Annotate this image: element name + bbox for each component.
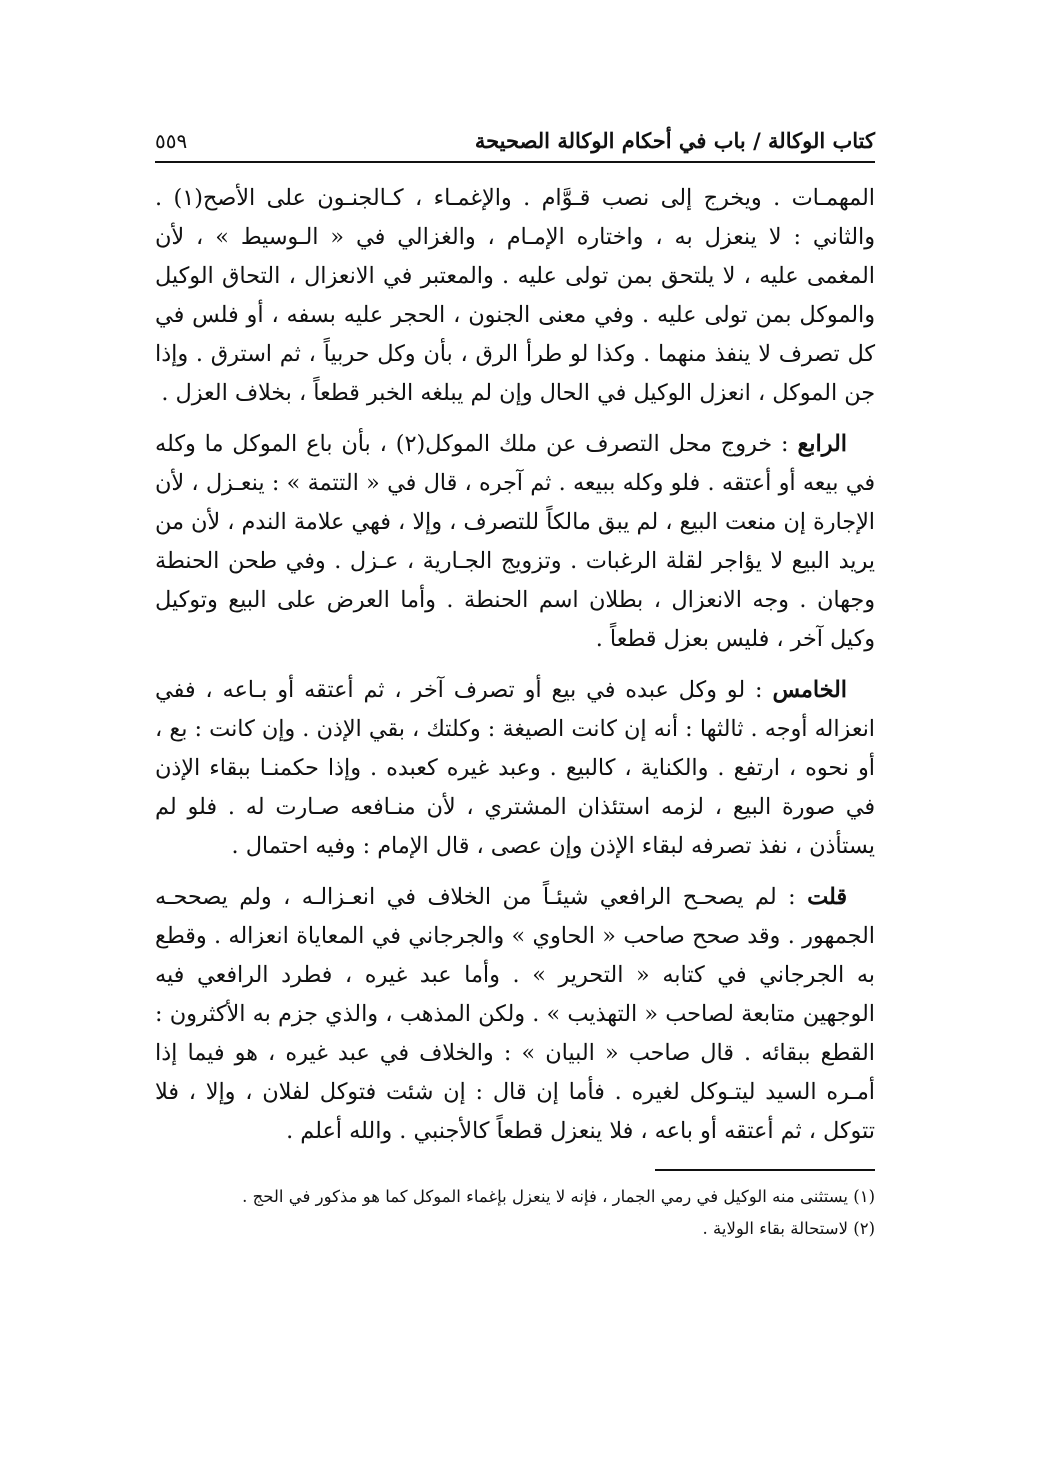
page-number: ٥٥٩ bbox=[155, 129, 188, 153]
footnote: (١) يستثنى منه الوكيل في رمي الجمار ، فإنه لا ينعزل بإغماء الموكل كما هو مذكور في الحج . bbox=[242, 1187, 875, 1206]
running-header bbox=[155, 128, 875, 163]
paragraph-text: المهمـات . ويخرج إلى نصب قـوَّام . والإغمـاء ، كـالجنـون على الأصح(١) . والثاني : لا ينعزل به ، واختاره الإمـام ، والغزالي في « الـوسيط » ، لأن المغمى عليه ، لا يلتحق بمن تولى عليه . والمعتبر في الانعزال ، التحاق الوكيل والموكل بمن تولى عليه . وفي معنى الجنون ، الحجر عليه بسفه ، أو فلس في كل تصرف لا ينفذ منهما . وكذا لو طرأ الرق ، بأن وكل حربياً ، ثم استرق . وإذا جن الموكل ، انعزل الوكيل في الحال وإن لم يبلغه الخبر قطعاً ، بخلاف العزل . bbox=[155, 185, 876, 406]
header-title: كتاب الوكالة / باب في أحكام الوكالة الصحيحة bbox=[474, 128, 875, 153]
footnote-separator bbox=[655, 1169, 875, 1171]
paragraph-lead: الرابع bbox=[797, 431, 847, 457]
book-page bbox=[155, 128, 875, 1245]
paragraph bbox=[155, 878, 875, 1151]
paragraph-lead: قلت bbox=[807, 884, 847, 910]
footnotes bbox=[155, 1181, 875, 1245]
footnote: (٢) لاستحالة بقاء الولاية . bbox=[702, 1219, 875, 1238]
main-text bbox=[155, 179, 875, 1151]
paragraph bbox=[155, 671, 875, 866]
paragraph bbox=[155, 179, 875, 413]
paragraph bbox=[155, 425, 875, 659]
paragraph-text: : خروج محل التصرف عن ملك الموكل(٢) ، بأن باع الموكل ما وكله في بيعه أو أعتقه . فلو وكله ببيعه . ثم آجره ، قال في « التتمة » : ينعـزل ، لأن الإجارة إن منعت البيع ، لم يبق مالكاً للتصرف ، وإلا ، فهي علامة الندم ، لأن من يريد البيع لا يؤاجر لقلة الرغبات . وتزويج الجـارية ، عـزل . وفي طحن الحنطة وجهان . وجه الانعزال ، بطلان اسم الحنطة . وأما العرض على البيع وتوكيل وكيل آخر ، فليس بعزل قطعاً . bbox=[155, 431, 875, 652]
paragraph-text: : لو وكل عبده في بيع أو تصرف آخر ، ثم أعتقه أو بـاعه ، ففي انعزاله أوجه . ثالثها : أنه إن كانت الصيغة : وكلتك ، بقي الإذن . وإن كانت : بع ، أو نحوه ، ارتفع . والكناية ، كالبيع . وعبد غيره كعبده . وإذا حكمنـا ببقاء الإذن في صورة البيع ، لزمه استئذان المشتري ، لأن منـافعه صـارت له . فلو لم يستأذن ، نفذ تصرفه لبقاء الإذن وإن عصى ، قال الإمام : وفيه احتمال . bbox=[155, 677, 875, 859]
paragraph-text: : لم يصحـح الرافعي شيئـاً من الخلاف في انعـزالـه ، ولم يصححـه الجمهور . وقد صحح صاحب « الحاوي » والجرجاني في المعاياة انعزاله . وقطع به الجرجاني في كتابه « التحرير » . وأما عبد غيره ، فطرد الرافعي فيه الوجهين متابعة لصاحب « التهذيب » . ولكن المذهب ، والذي جزم به الأكثرون : القطع ببقائه . قال صاحب « البيان » : والخلاف في عبد غيره ، هو فيما إذا أمـره السيد ليتـوكل لغيره . فأما إن قال : إن شئت فتوكل لفلان ، وإلا ، فلا تتوكل ، ثم أعتقه أو باعه ، فلا ينعزل قطعاً كالأجنبي . والله أعلم . bbox=[155, 884, 875, 1144]
paragraph-lead: الخامس bbox=[772, 677, 847, 703]
